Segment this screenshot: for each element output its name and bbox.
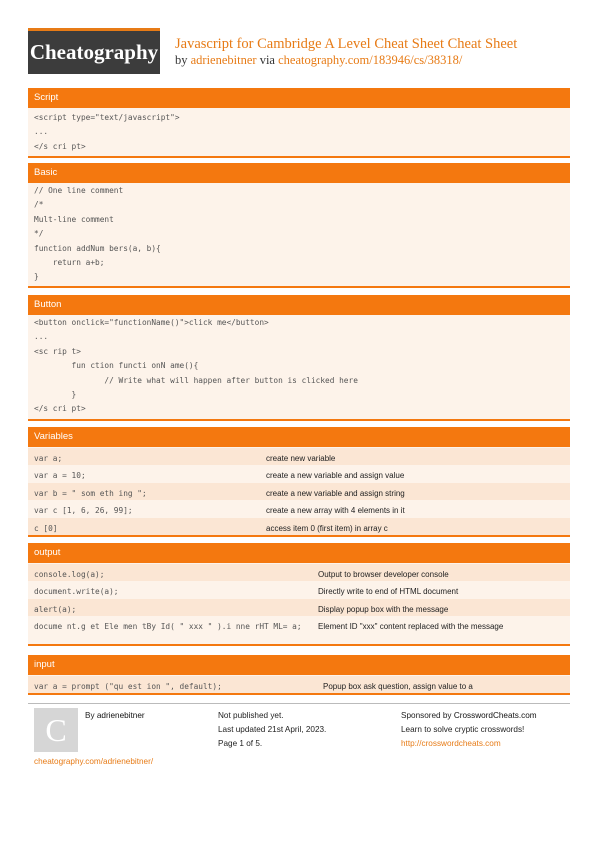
footer-author-link[interactable]: adrienebitner: [96, 711, 145, 720]
table-row: [28, 581, 570, 598]
description-cell: Display popup box with the message: [318, 604, 449, 614]
author-profile-link[interactable]: cheatography.com/adrienebitner/: [34, 757, 154, 766]
table-row: [28, 518, 570, 535]
sponsor-name[interactable]: CrosswordCheats.com: [453, 711, 537, 720]
code-cell: document.write(a);: [34, 587, 119, 597]
code-line: <sc rip t>: [34, 346, 81, 356]
table-row: [28, 465, 570, 482]
table-row: [28, 483, 570, 500]
author-link[interactable]: adrienebitner: [190, 53, 257, 67]
code-line: }: [34, 272, 39, 282]
section-variables: [28, 427, 570, 537]
byline-via: via: [259, 53, 275, 67]
sponsor-tagline: Learn to solve cryptic crosswords!: [401, 725, 525, 734]
section-title: output: [28, 543, 570, 563]
code-cell: var b = " som eth ing ";: [34, 488, 147, 498]
table: [28, 675, 570, 695]
footer-author: [85, 711, 145, 720]
code-cell: alert(a);: [34, 604, 77, 614]
description-cell: Popup box ask question, assign value to a: [323, 682, 473, 691]
code-line: </s cri pt>: [34, 141, 86, 151]
section-output: [28, 543, 570, 646]
code-cell: docume nt.g et Ele men tBy Id( " xxx " ).i nne rHT ML= a;: [34, 622, 302, 632]
code-line: fun ction functi onN ame(){: [34, 361, 199, 371]
table: [28, 563, 570, 646]
description-cell: Output to browser developer console: [318, 570, 449, 579]
code-cell: var c [1, 6, 26, 99];: [34, 506, 133, 516]
byline: [175, 53, 462, 68]
author-avatar[interactable]: [34, 708, 78, 752]
table-row: [28, 448, 570, 465]
code-line: return a+b;: [34, 257, 105, 267]
code-line: // One line comment: [34, 186, 124, 195]
page-number: Page 1 of 5.: [218, 739, 263, 748]
section-title: Basic: [28, 163, 570, 183]
sheet-url-link[interactable]: cheatography.com/183946/cs/38318/: [278, 53, 463, 67]
sponsor-line: [401, 711, 537, 720]
table-row: [28, 599, 570, 616]
section-title: Script: [28, 88, 570, 108]
section-title: Variables: [28, 427, 570, 447]
publish-status: Not published yet.: [218, 711, 284, 720]
code-line: /*: [34, 200, 44, 210]
table-row: [28, 564, 570, 581]
code-line: function addNum bers(a, b){: [34, 243, 161, 253]
table-row: [28, 616, 570, 644]
table-row: [28, 676, 570, 693]
description-cell: create a new variable and assign string: [266, 488, 405, 498]
sponsor-prefix: Sponsored by: [401, 711, 452, 720]
code-block: [28, 108, 570, 158]
description-cell: create a new variable and assign value: [266, 471, 405, 481]
footer-by: By: [85, 711, 95, 720]
description-cell: Directly write to end of HTML document: [318, 587, 459, 597]
code-line: ...: [34, 127, 49, 137]
code-line: <script type="text/javascript">: [34, 113, 180, 122]
table: [28, 447, 570, 537]
code-line: Mult-line comment: [34, 214, 114, 224]
section-title: Button: [28, 295, 570, 315]
code-block: [28, 315, 570, 421]
description-cell: create a new array with 4 elements in it: [266, 506, 405, 516]
section-script: [28, 88, 570, 158]
description-cell: access item 0 (first item) in array c: [266, 523, 388, 533]
code-line: */: [34, 229, 44, 239]
section-basic: [28, 163, 570, 288]
code-cell: c [0]: [34, 523, 58, 533]
code-line: }: [34, 389, 77, 399]
cheatography-logo[interactable]: [28, 28, 160, 74]
avatar-letter: C: [45, 712, 67, 748]
sheet-title[interactable]: Javascript for Cambridge A Level Cheat Sheet Cheat Sheet: [175, 36, 518, 52]
section-input: [28, 655, 570, 695]
code-cell: var a = 10;: [34, 471, 86, 481]
code-cell: console.log(a);: [34, 570, 105, 579]
code-line: ...: [34, 332, 49, 342]
code-line: // Write what will happen after button is clicked here: [34, 375, 358, 385]
code-cell: var a;: [34, 454, 63, 463]
description-cell: Element ID "xxx" content replaced with the message: [318, 622, 504, 632]
table-row: [28, 500, 570, 517]
code-block: [28, 183, 570, 288]
description-cell: create new variable: [266, 454, 336, 463]
code-line: <button onclick="functionName()">click me</button>: [34, 318, 269, 327]
sponsor-link[interactable]: http://crosswordcheats.com: [401, 739, 501, 748]
footer-divider: [28, 703, 570, 704]
section-title: input: [28, 655, 570, 675]
logo-text: Cheatography: [29, 40, 159, 64]
byline-by: by: [175, 53, 188, 67]
code-line: </s cri pt>: [34, 404, 86, 414]
code-cell: var a = prompt ("qu est ion ", default);: [34, 682, 222, 691]
section-button: [28, 295, 570, 421]
last-updated: Last updated 21st April, 2023.: [218, 725, 327, 734]
